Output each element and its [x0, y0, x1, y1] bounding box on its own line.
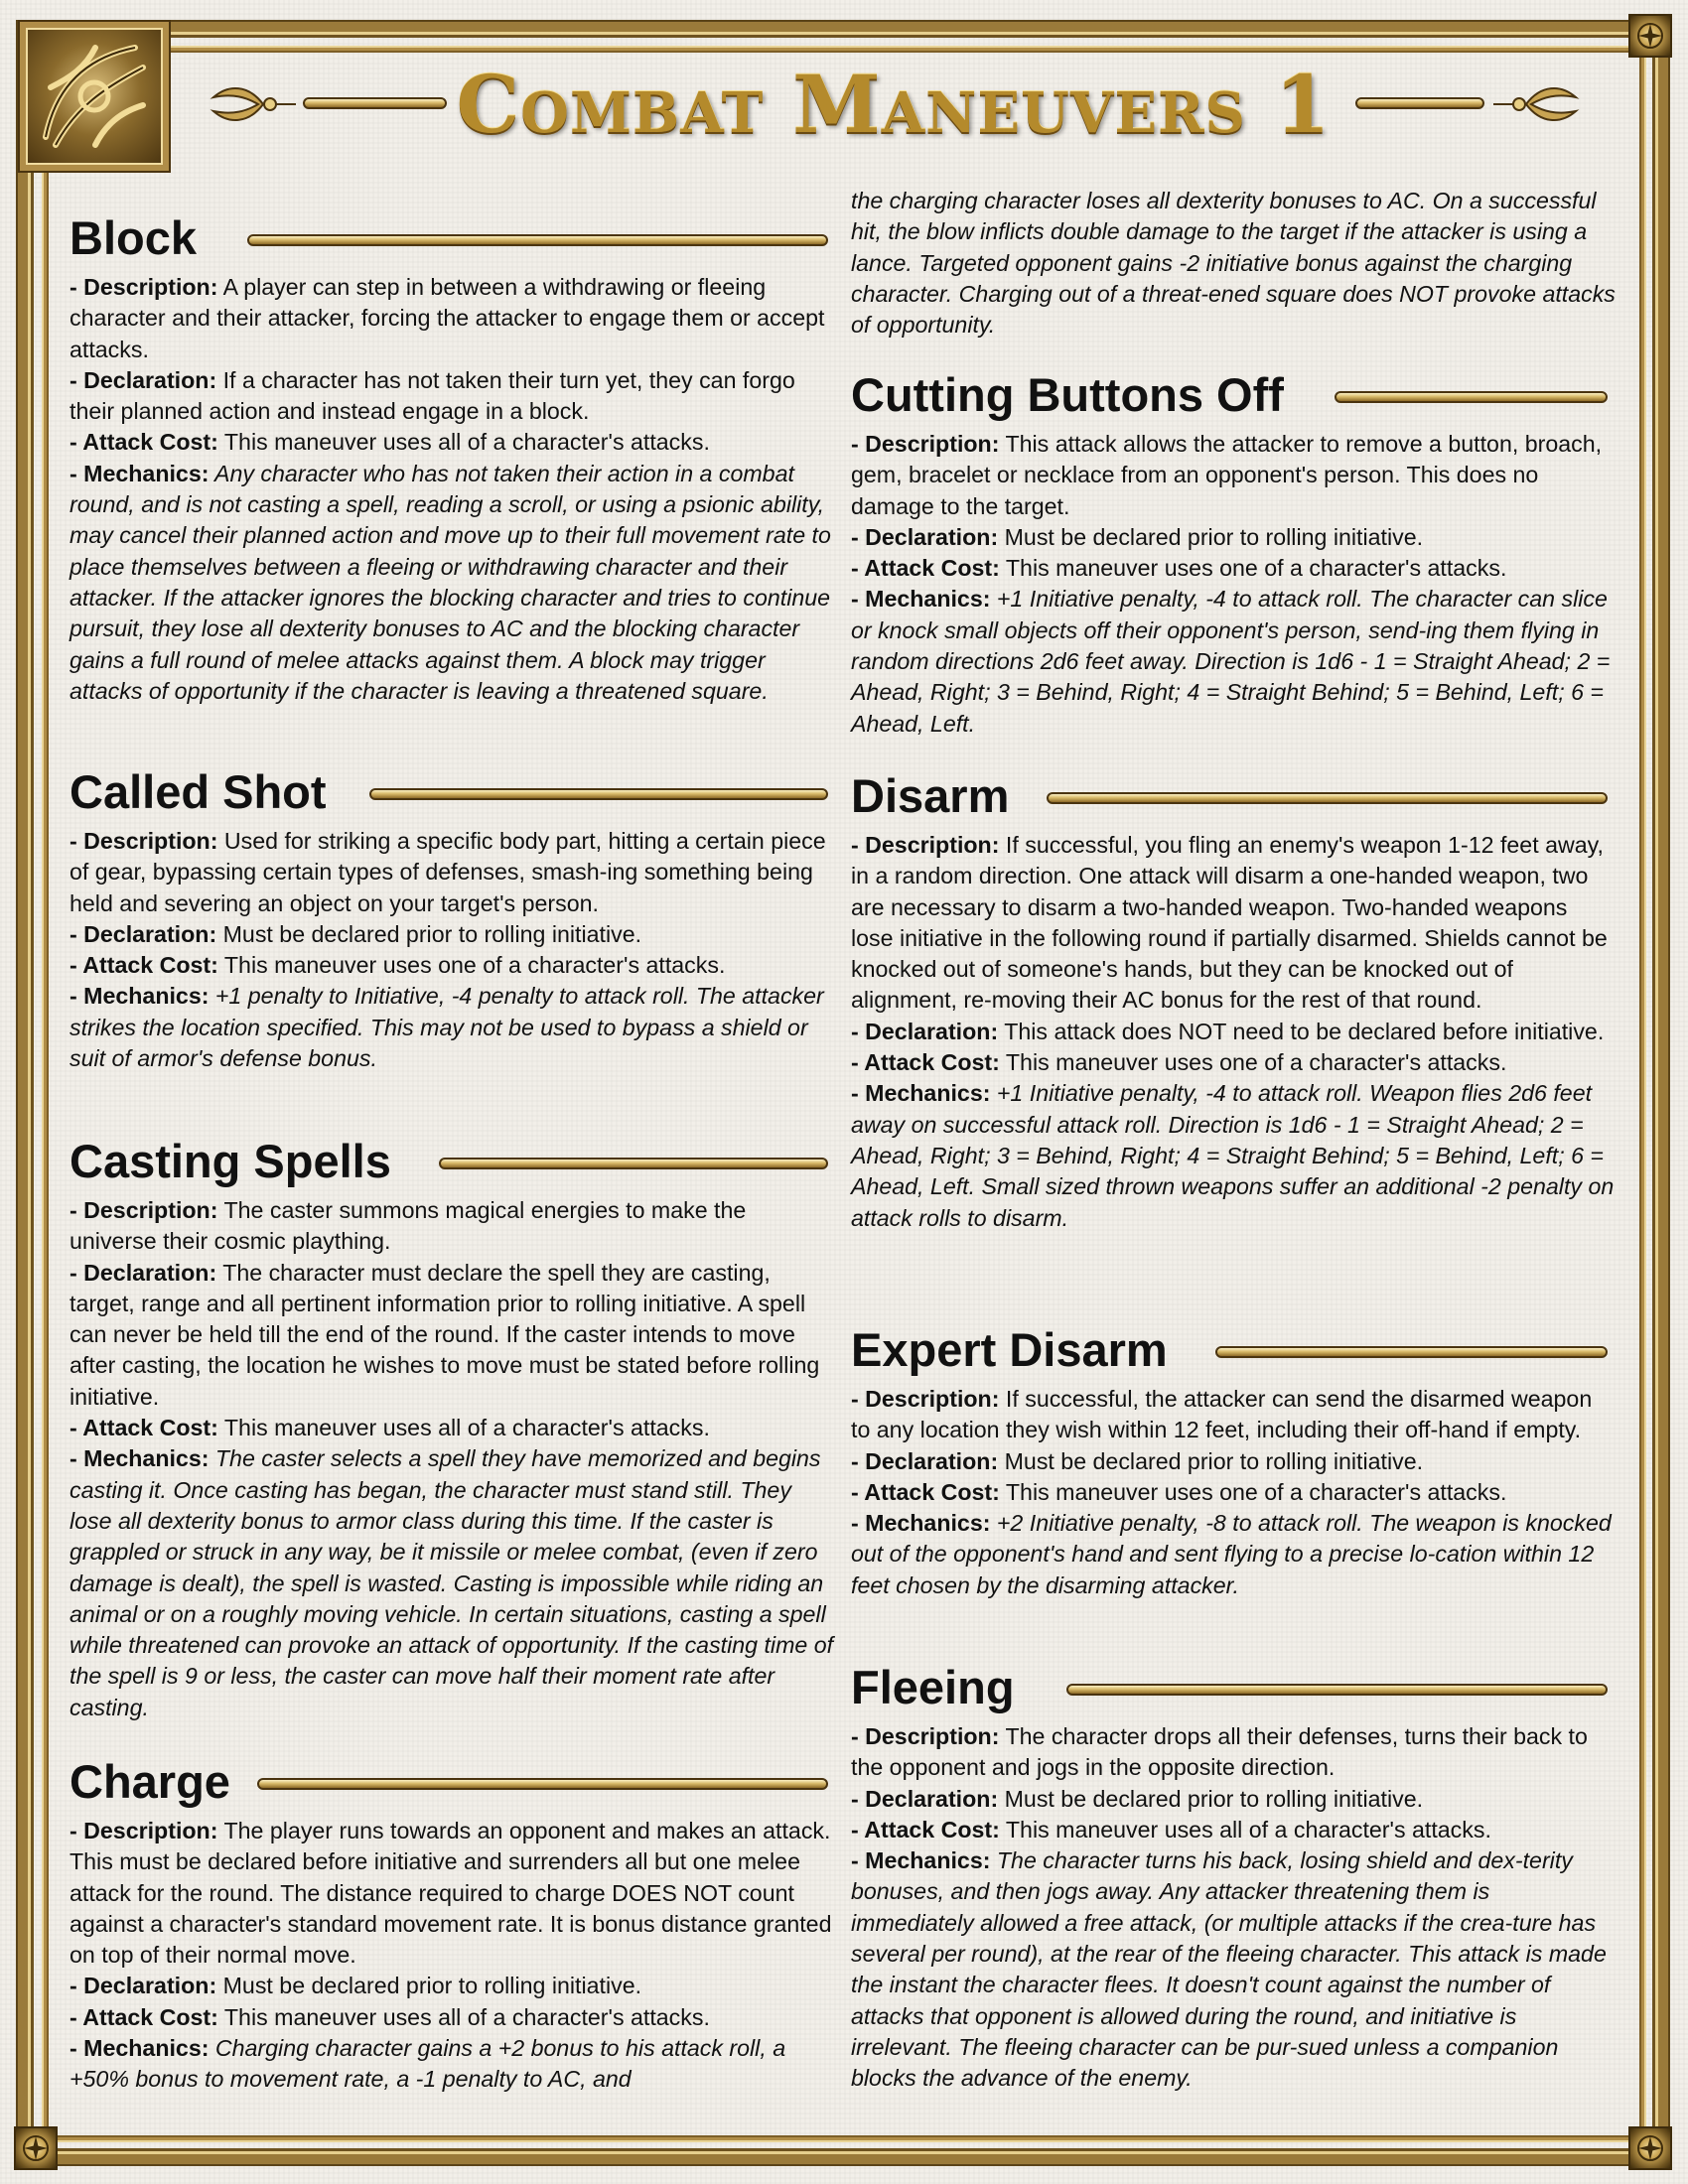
section-heading: Fleeing	[851, 1661, 1015, 1713]
attack-cost-label: - Attack Cost:	[70, 429, 218, 456]
declaration-text: This attack does NOT need to be declared before initiative.	[998, 1018, 1605, 1044]
section-expert-disarm	[851, 1320, 1616, 1601]
declaration-text: Must be declared prior to rolling initiative.	[998, 523, 1424, 550]
section-fleeing	[851, 1658, 1616, 2095]
description-label: - Description:	[851, 832, 1000, 858]
description-text: The player runs towards an opponent and makes an attack. This must be declared before initiative and surrenders all but one melee attack for the round. The distance required to charge DOES NOT count against a character's standard movement rate. It is bonus distance granted on top of their normal move.	[70, 1818, 832, 1969]
declaration-label: - Declaration:	[70, 920, 217, 947]
attack-cost-label: - Attack Cost:	[851, 1049, 1000, 1076]
declaration-label: - Declaration:	[851, 1018, 999, 1044]
rosette-icon	[1628, 14, 1672, 58]
declaration-text: Must be declared prior to rolling initiative.	[216, 920, 642, 947]
mechanics-label: - Mechanics:	[70, 983, 210, 1010]
mechanics-label: - Mechanics:	[851, 1080, 991, 1107]
section-charge-continued	[851, 186, 1616, 341]
section-called-shot	[70, 762, 836, 1074]
heading-bar	[1047, 792, 1608, 804]
mechanics-label: - Mechanics:	[851, 1847, 991, 1874]
attack-cost-label: - Attack Cost:	[70, 2003, 218, 2030]
mechanics-text: +1 penalty to Initiative, -4 penalty to attack roll. The attacker strikes the location specified. This may not be used to bypass a shield or suit of armor's defense bonus.	[70, 983, 824, 1072]
heading-bar	[1215, 1346, 1608, 1358]
description-label: - Description:	[851, 1723, 1000, 1749]
section-heading: Expert Disarm	[851, 1323, 1168, 1376]
heading-bar	[439, 1158, 828, 1169]
declaration-text: The character must declare the spell they are casting, target, range and all pertinent information prior to rolling initiative. A spell can never be held till the end of the round. If the caster intends to move after casting, the location he wishes to move must be stated before rolling initiative.	[70, 1259, 820, 1410]
declaration-label: - Declaration:	[851, 1447, 999, 1474]
mechanics-text: The caster selects a spell they have memorized and begins casting it. Once casting has began, the character must stand still. They lose all dexterity bonus to armor class during this time. If the caster is grappled or struck in any way, be it missile or melee combat, (even if zero damage is dealt), the spell is wasted. Casting is impossible while riding an animal or on a roughly moving vehicle. In certain situations, casting a spell while threatened can provoke an attack of opportunity. If the casting time of the spell is 9 or less, the caster can move half their moment rate after casting.	[70, 1445, 834, 1720]
mechanics-text: +2 Initiative penalty, -8 to attack roll. The weapon is knocked out of the opponent's hand and sent flying to a precise lo-cation within 12 feet chosen by the disarming attacker.	[851, 1510, 1612, 1598]
section-heading: Block	[70, 211, 197, 264]
rosette-icon	[1628, 2126, 1672, 2170]
declaration-label: - Declaration:	[851, 1785, 999, 1812]
description-text: If successful, the attacker can send the disarmed weapon to any location they wish within 12 feet, including their off-hand if empty.	[851, 1386, 1593, 1443]
section-casting-spells	[70, 1132, 836, 1723]
declaration-text: If a character has not taken their turn yet, they can forgo their planned action and instead engage in a block.	[70, 366, 795, 425]
description-label: - Description:	[851, 431, 1000, 457]
declaration-label: - Declaration:	[851, 523, 999, 550]
section-block	[70, 208, 836, 707]
heading-bar	[369, 788, 828, 800]
attack-cost-text: This maneuver uses all of a character's attacks.	[217, 1415, 710, 1441]
knotwork-ornament-icon	[20, 22, 169, 171]
description-text: A player can step in between a withdrawing or fleeing character and their attacker, forcing the attacker to engage them or accept attacks.	[70, 274, 825, 362]
attack-cost-text: This maneuver uses one of a character's attacks.	[999, 1049, 1507, 1076]
fleur-ornament-icon	[1491, 79, 1581, 129]
attack-cost-text: This maneuver uses all of a character's attacks.	[999, 1816, 1491, 1843]
section-heading: Disarm	[851, 769, 1010, 822]
section-heading: Casting Spells	[70, 1135, 391, 1187]
description-text: If successful, you fling an enemy's weapon 1-12 feet away, in a random direction. One attack will disarm a one-handed weapon, two are necessary to disarm a two-handed weapon. Two-handed weapons lose initiative in the following round if partially disarmed. Shields cannot be knocked out of someone's hands, but they can be knocked out of alignment, re-moving their AC bonus for the rest of that round.	[851, 832, 1608, 1014]
mechanics-text: Any character who has not taken their action in a combat round, and is not casting a spell, reading a scroll, or using a psionic ability, may cancel their planned action and move up to their full movement rate to place themselves between a fleeing or withdrawing character and their attacker. If the attacker ignores the blocking character and tries to continue pursuit, they lose all dexterity bonuses to AC and the blocking character gains a full round of melee attacks against them. A block may trigger attacks of opportunity if the character is leaving a threatened square.	[70, 460, 831, 704]
rosette-icon	[14, 2126, 58, 2170]
mechanics-label: - Mechanics:	[70, 1445, 210, 1472]
mechanics-text: Charging character gains a +2 bonus to his attack roll, a +50% bonus to movement rate, a -1 penalty to AC, and	[70, 2035, 786, 2093]
heading-bar	[247, 234, 828, 246]
attack-cost-label: - Attack Cost:	[70, 1415, 218, 1441]
attack-cost-text: This maneuver uses one of a character's attacks.	[999, 555, 1507, 582]
heading-bar	[1335, 391, 1608, 403]
attack-cost-label: - Attack Cost:	[851, 1478, 1000, 1505]
heading-bar	[257, 1778, 828, 1790]
mechanics-text-continued: the charging character loses all dexterity bonuses to AC. On a successful hit, the blow inflicts double damage to the target if the attacker is using a lance. Targeted opponent gains -2 initiative bonus against the charging character. Charging out of a threat-ened square does NOT provoke attacks of opportunity.	[851, 188, 1616, 339]
description-label: - Description:	[70, 274, 218, 300]
section-heading: Called Shot	[70, 765, 327, 818]
section-cutting-buttons-off	[851, 365, 1616, 740]
declaration-text: Must be declared prior to rolling initiative.	[998, 1785, 1424, 1812]
declaration-label: - Declaration:	[70, 366, 217, 393]
mechanics-text: +1 Initiative penalty, -4 to attack roll. Weapon flies 2d6 feet away on successful attack roll. Direction is 1d6 - 1 = Straight Ahead; 2 = Ahead, Right; 3 = Behind, Right; 4 = Straight Behind; 5 = Behind, Left; 6 = Ahead, Left. Small sized thrown weapons suffer an additional -2 penalty on attack rolls to disarm.	[851, 1080, 1615, 1231]
description-text: Used for striking a specific body part, hitting a certain piece of gear, bypassing certain types of defenses, smash-ing something being held and severing an object on your target's person.	[70, 828, 826, 916]
attack-cost-label: - Attack Cost:	[70, 952, 218, 979]
declaration-text: Must be declared prior to rolling initiative.	[998, 1447, 1424, 1474]
attack-cost-text: This maneuver uses one of a character's attacks.	[999, 1478, 1507, 1505]
section-heading: Charge	[70, 1755, 230, 1808]
page-title: Combat Maneuvers 1	[456, 58, 1332, 151]
title-bar-right	[1355, 97, 1484, 109]
heading-bar	[1066, 1684, 1608, 1696]
description-label: - Description:	[70, 1818, 218, 1843]
mechanics-text: +1 Initiative penalty, -4 to attack roll. The character can slice or knock small objects off their opponent's person, send-ing them flying in random directions 2d6 feet away. Direction is 1d6 - 1 = Straight Ahead; 2 = Ahead, Right; 3 = Behind, Right; 4 = Straight Behind; 5 = Behind, Left; 6 = Ahead, Left.	[851, 586, 1611, 737]
attack-cost-label: - Attack Cost:	[851, 1816, 1000, 1843]
attack-cost-text: This maneuver uses one of a character's attacks.	[217, 952, 726, 979]
description-text: This attack allows the attacker to remove a button, broach, gem, bracelet or necklace from an opponent's person. This does no damage to the target.	[851, 431, 1603, 519]
mechanics-label: - Mechanics:	[70, 2035, 210, 2062]
mechanics-text: The character turns his back, losing shield and dex-terity bonuses, and then jogs away. Any attacker threatening them is immediately allowed a free attack, (or multiple attacks if the crea-ture has several per round), at the rear of the fleeing character. This attack is made the instant the character flees. It doesn't count against the number of attacks that opponent is allowed during the round, and initiative is irrelevant. The fleeing character can be pur-sued unless a companion blocks the advance of the enemy.	[851, 1847, 1607, 2092]
section-heading: Cutting Buttons Off	[851, 368, 1284, 421]
declaration-label: - Declaration:	[70, 1259, 217, 1286]
section-disarm	[851, 766, 1616, 1234]
mechanics-label: - Mechanics:	[851, 1510, 991, 1537]
declaration-text: Must be declared prior to rolling initiative.	[216, 1973, 642, 1999]
attack-cost-text: This maneuver uses all of a character's attacks.	[217, 2003, 710, 2030]
section-charge	[70, 1752, 836, 2096]
mechanics-label: - Mechanics:	[851, 586, 991, 613]
description-label: - Description:	[70, 828, 218, 854]
description-label: - Description:	[70, 1197, 218, 1223]
declaration-label: - Declaration:	[70, 1973, 217, 1999]
mechanics-label: - Mechanics:	[70, 460, 210, 486]
title-banner	[189, 50, 1599, 159]
description-text: The caster summons magical energies to make the universe their cosmic plaything.	[70, 1197, 747, 1255]
attack-cost-text: This maneuver uses all of a character's attacks.	[217, 429, 710, 456]
description-label: - Description:	[851, 1386, 1000, 1412]
description-text: The character drops all their defenses, turns their back to the opponent and jogs in the opposite direction.	[851, 1723, 1588, 1781]
attack-cost-label: - Attack Cost:	[851, 555, 1000, 582]
